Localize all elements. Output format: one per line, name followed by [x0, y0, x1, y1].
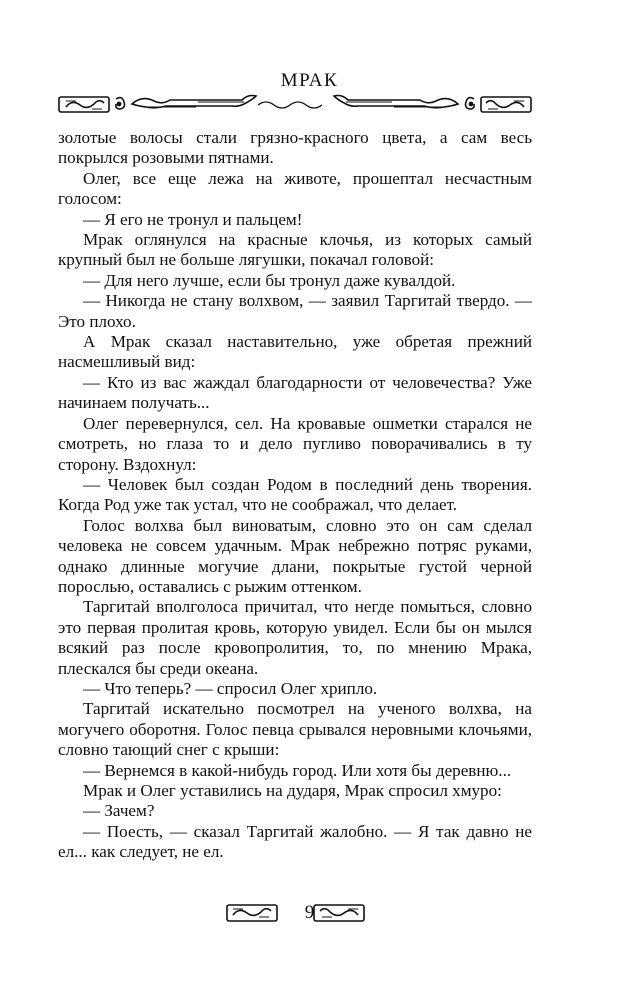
- paragraph: Олег перевернулся, сел. На кровавые ошметки старался не смотреть, но глаза то и дело пугливо поворачивались в ту сторону. Вздохнул:: [58, 413, 532, 474]
- paragraph: Таргитай вполголоса причитал, что негде помыться, словно это первая пролитая кровь, которую увидел. Если бы он мылся всякий раз после кровопролития, то, по мнению Мрака, плескался бы среди океана.: [58, 597, 532, 678]
- paragraph: — Что теперь? — спросил Олег хрипло.: [83, 678, 378, 698]
- paragraph: — Человек был создан Родом в последний день творения. Когда Род уже так устал, что не соображал, что делает.: [58, 474, 532, 515]
- footer-ornament-right: [313, 903, 365, 923]
- paragraph: Мрак и Олег уставились на дударя, Мрак спросил хмуро:: [83, 781, 502, 800]
- paragraph: — Для него лучше, если бы тронул даже кувалдой.: [83, 270, 456, 290]
- paragraph: золотые волосы стали грязно-красного цвета, а сам весь покрылся розовыми пятнами.: [58, 128, 532, 168]
- paragraph: Мрак оглянулся на красные клочья, из которых самый крупный был не больше лягушки, покачал головой:: [58, 230, 532, 270]
- paragraph: — Вернемся в какой-нибудь город. Или хотя бы деревню...: [83, 760, 512, 780]
- paragraph: — Зачем?: [83, 801, 155, 821]
- paragraph: Олег, все еще лежа на животе, прошептал несчастным голосом:: [58, 168, 532, 209]
- paragraph: — Я его не тронул и пальцем!: [83, 209, 303, 229]
- paragraph: — Никогда не стану волхвом, — заявил Таргитай твердо. — Это плохо.: [58, 291, 532, 331]
- paragraph: — Кто из вас жаждал благодарности от человечества? Уже начинаем получать...: [58, 372, 532, 413]
- paragraph: А Мрак сказал наставительно, уже обретая прежний насмешливый вид:: [58, 332, 532, 372]
- chapter-title: МРАК: [280, 70, 339, 91]
- page-number: 9: [304, 902, 315, 923]
- header-ornament: [58, 94, 532, 116]
- paragraph: Таргитай искательно посмотрел на ученого волхва, на могучего оборотня. Голос певца срывался неровными клочьями, словно тающий снег с крыши:: [58, 699, 532, 760]
- paragraph: — Поесть, — сказал Таргитай жалобно. — Я так давно не ел... как следует, не ел.: [58, 821, 532, 862]
- paragraph: Голос волхва был виноватым, словно это он сам сделал человека не совсем удачным. Мрак небрежно потряс руками, однако длинные могучие длани, покрытые густой черной порослью, оставались с рыжим оттенком.: [58, 515, 532, 596]
- page-body: [58, 128, 532, 863]
- page-footer: [0, 899, 619, 929]
